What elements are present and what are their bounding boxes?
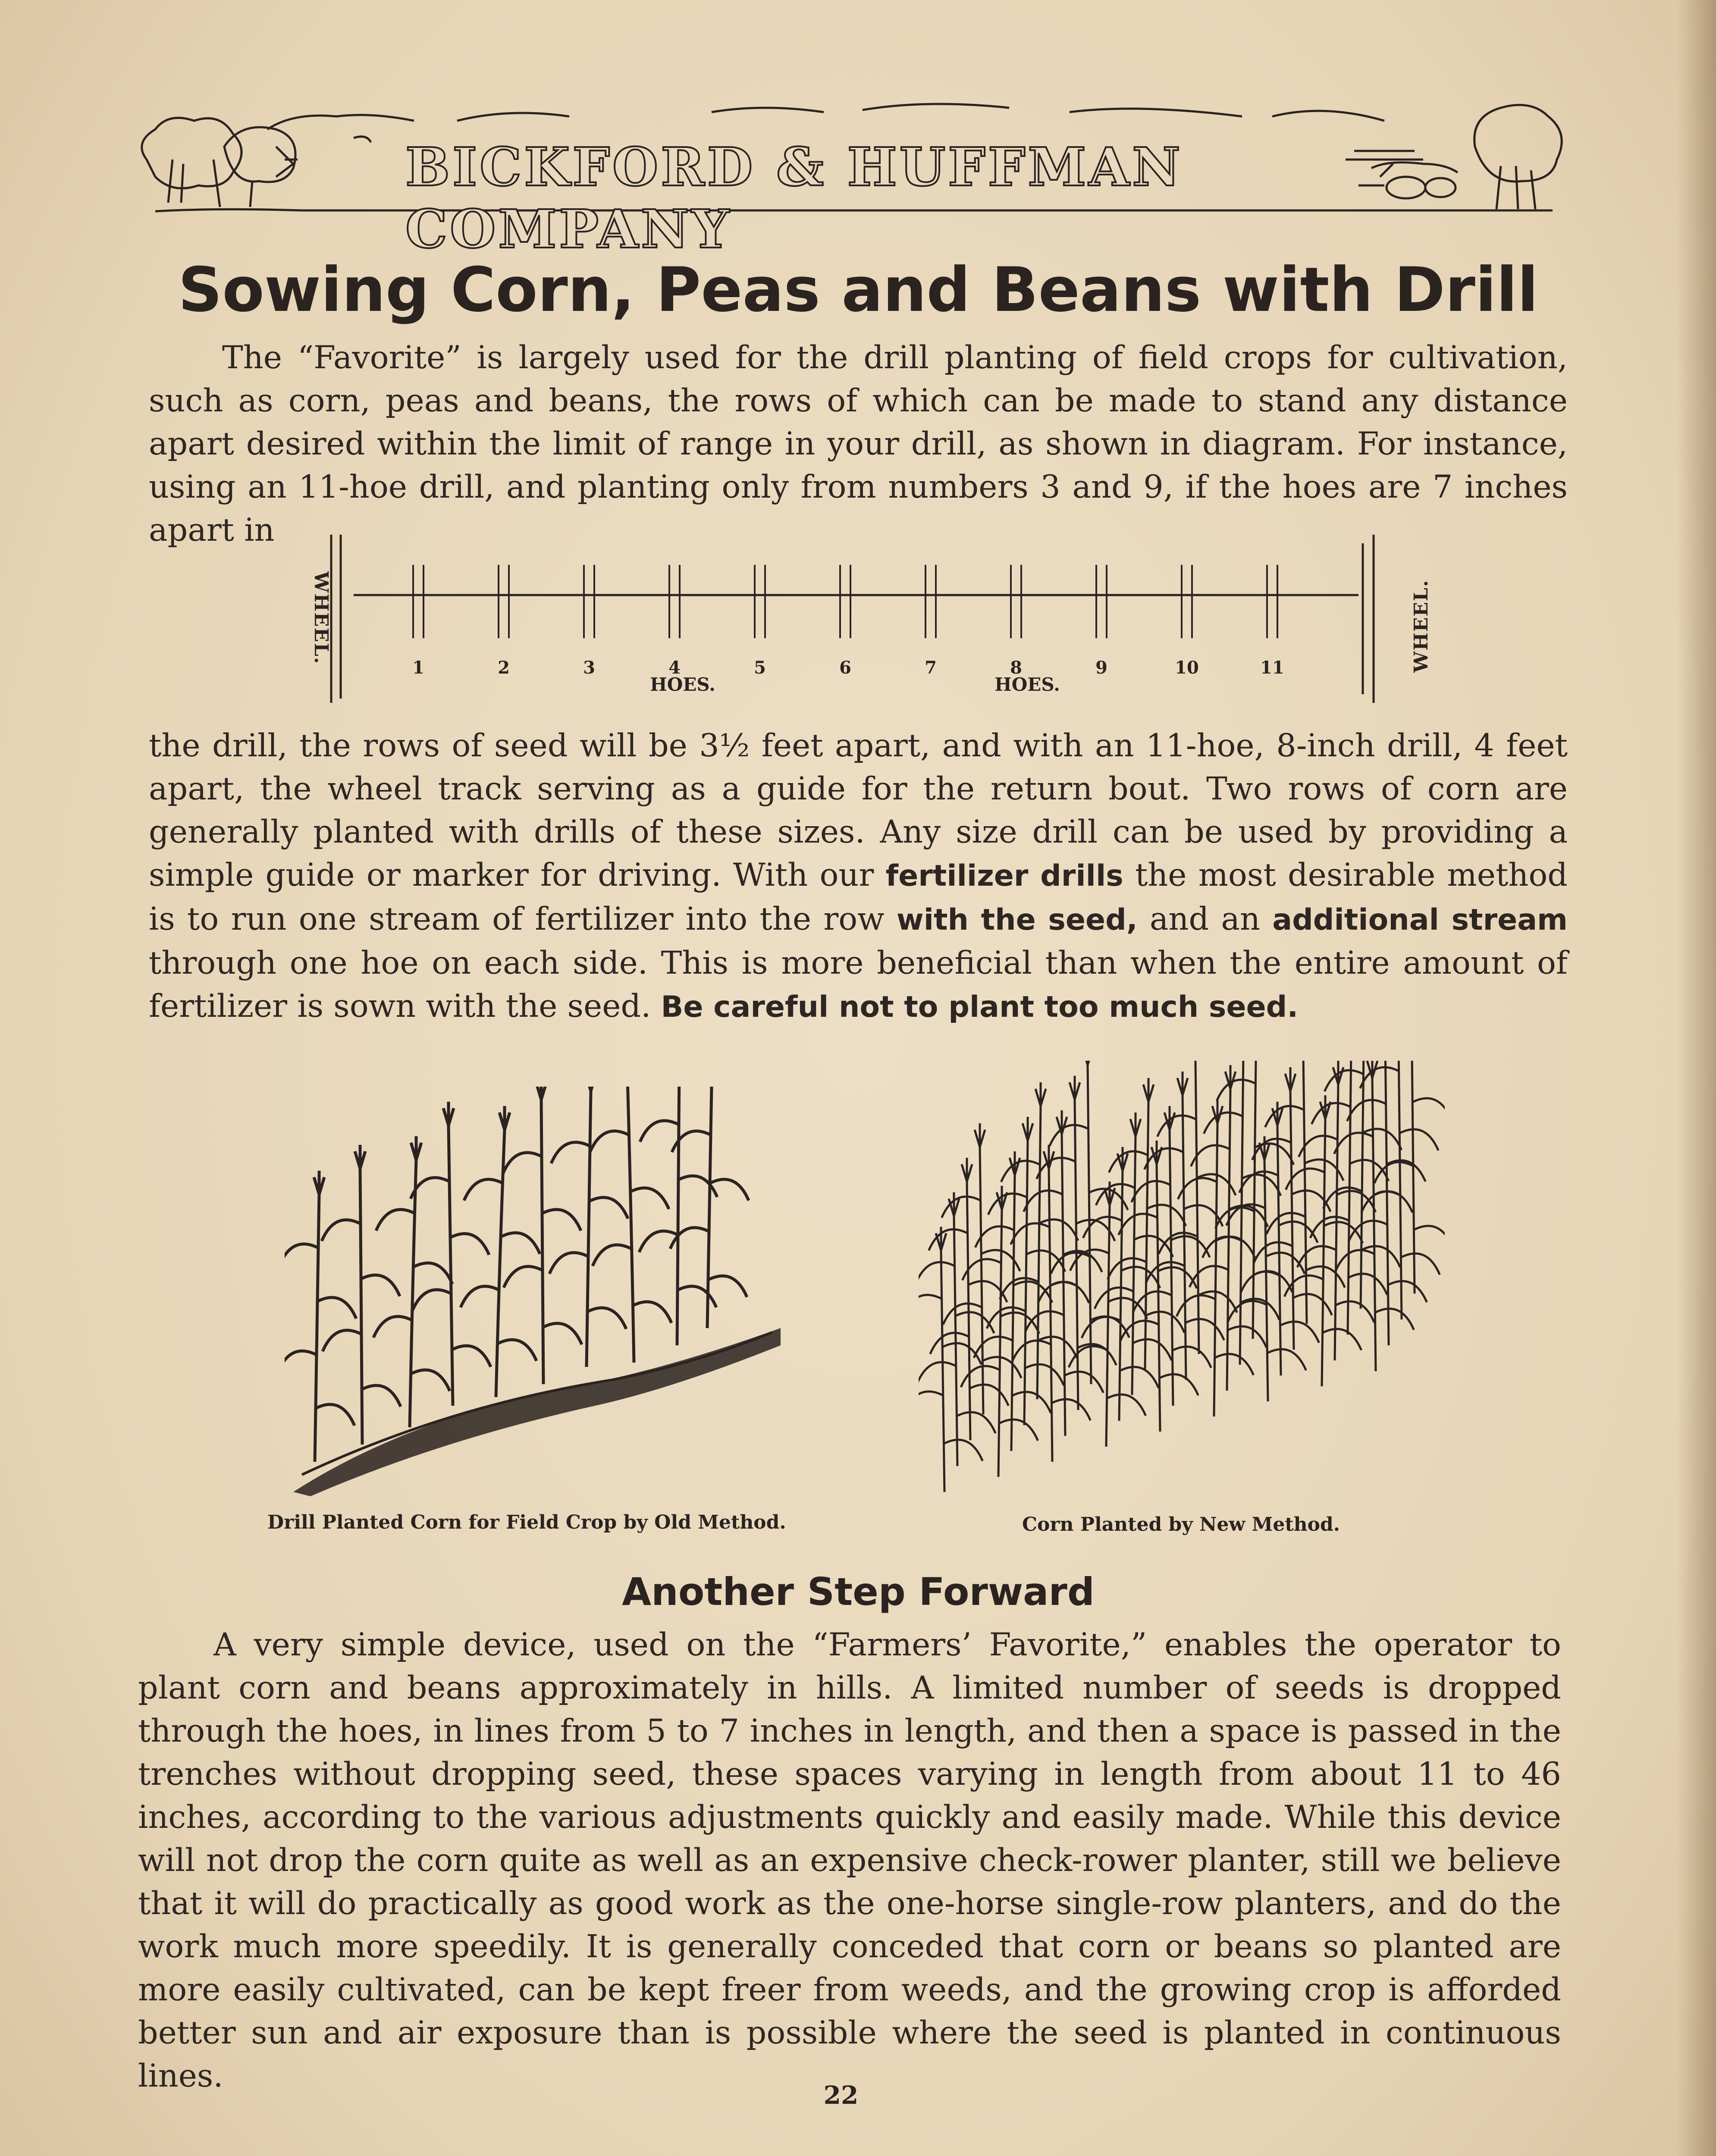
corn-stalk (1024, 1110, 1104, 1436)
section-heading: Another Step Forward (622, 1570, 1095, 1614)
para2-text-2: the most desirable method is to run one stream of fertilizer into the row (149, 857, 1568, 937)
page-title: Sowing Corn, Peas and Beans with Drill (178, 254, 1538, 326)
hoe-number: 1 (412, 658, 424, 678)
hoes-label-left: HOES. (650, 674, 715, 695)
another-step-paragraph: A very simple device, used on the “Farmers’ Favorite,” enables the operator to plant corn and beans approximately in hills. A limited number of seeds is dropped through the hoes, in lines from 5 to 7 inches in length, and then a space is passed in the trenches without dropping seed, these spaces varying in length from about 11 to 46 inches, according to the various adjustments quickly and easily made. While this device will not drop the corn quite as well as an expensive check-rower planter, still we believe that it will do practically as good work as the one-horse single-row planters, and do the work much more speedily. It is generally conceded that corn or beans so planted are more easily cultivated, can be kept freer from weeds, and the growing crop is afforded better sun and air exposure than is possible where the seed is planted in continuous lines. (138, 1626, 1561, 2094)
corn-new-method-illustration (919, 1061, 1445, 1501)
drill-spacing-paragraph (149, 724, 1568, 1029)
drill-diagram-lines (289, 530, 1427, 703)
corn-stalk (1107, 1078, 1186, 1369)
hoe-number: 8 (1010, 658, 1022, 678)
corn-stalk (1373, 1061, 1445, 1294)
corn-stalk (1334, 1061, 1414, 1371)
corn-stalk (1011, 1145, 1091, 1462)
wheel-label-right: WHEEL. (1410, 579, 1432, 673)
corn-stalk (322, 1145, 401, 1445)
corn-stalk (639, 1087, 717, 1345)
para2-text-4: through one hoe on each side. This is more beneficial than when the entire amount of fertilizer is sown with the seed. (149, 945, 1568, 1025)
hoe-number: 9 (1095, 658, 1107, 678)
para2-bold-with-seed: with the seed, (896, 903, 1138, 937)
para2-bold-warning: Be careful not to plant too much seed. (661, 990, 1299, 1024)
hoe-number: 2 (498, 658, 510, 678)
intro-paragraph: The “Favorite” is largely used for the drill planting of field crops for cultivation, such as corn, peas and beans, the rows of which can be made to stand any distance apart desired within the limit of range in your drill, as shown in diagram. For instance, using an 11-hoe drill, and planting only from numbers 3 and 9, if the hoes are 7 inches apart in (149, 339, 1568, 548)
corn-stalk (411, 1102, 491, 1406)
caption-old-method: Drill Planted Corn for Field Crop by Old Method. (267, 1511, 786, 1533)
wheel-label-left: WHEEL. (310, 571, 332, 665)
drill-diagram (289, 530, 1432, 703)
corn-stalk (1050, 1061, 1129, 1384)
para2-text-3: and an (1137, 901, 1273, 937)
para2-text-1: the drill, the rows of seed will be 3½ feet apart, and with an 11-hoe, 8-inch drill, 4 feet apart, the wheel track serving as a guide for the return bout. Two rows of corn are generally planted with drills of these sizes. Any size drill can be used by providing a simple guide or marker for driving. With our (149, 727, 1568, 893)
page-number: 22 (823, 2081, 859, 2110)
para2-bold-fertilizer-drills: fertilizer drills (885, 859, 1123, 893)
hoe-number: 3 (583, 658, 595, 678)
caption-new-method: Corn Planted by New Method. (1022, 1514, 1340, 1536)
corn-stalk (285, 1171, 356, 1462)
hoes-label-right: HOES. (994, 674, 1060, 695)
hoe-number: 4 (668, 658, 681, 678)
corn-old-method-drawing (285, 1087, 781, 1496)
company-name: BICKFORD & HUFFMAN COMPANY (405, 136, 1183, 260)
hoe-number: 10 (1175, 658, 1199, 678)
corn-stalk (373, 1136, 452, 1427)
header-banner (129, 95, 1574, 260)
hoe-number: 7 (925, 658, 937, 678)
hoe-number: 6 (839, 658, 851, 678)
corn-stalk (1095, 1112, 1173, 1395)
corn-stalk (670, 1087, 749, 1328)
para2-bold-additional-stream: additional stream (1272, 903, 1568, 937)
corn-old-method-illustration (285, 1087, 781, 1496)
corn-stalk (1145, 1072, 1224, 1380)
hoe-number: 11 (1260, 658, 1284, 678)
corn-new-method-drawing (919, 1061, 1445, 1501)
page-edge-shadow (1677, 0, 1716, 2156)
hoe-number: 5 (754, 658, 766, 678)
corn-stalk (590, 1087, 671, 1363)
corn-stalk (461, 1106, 540, 1397)
